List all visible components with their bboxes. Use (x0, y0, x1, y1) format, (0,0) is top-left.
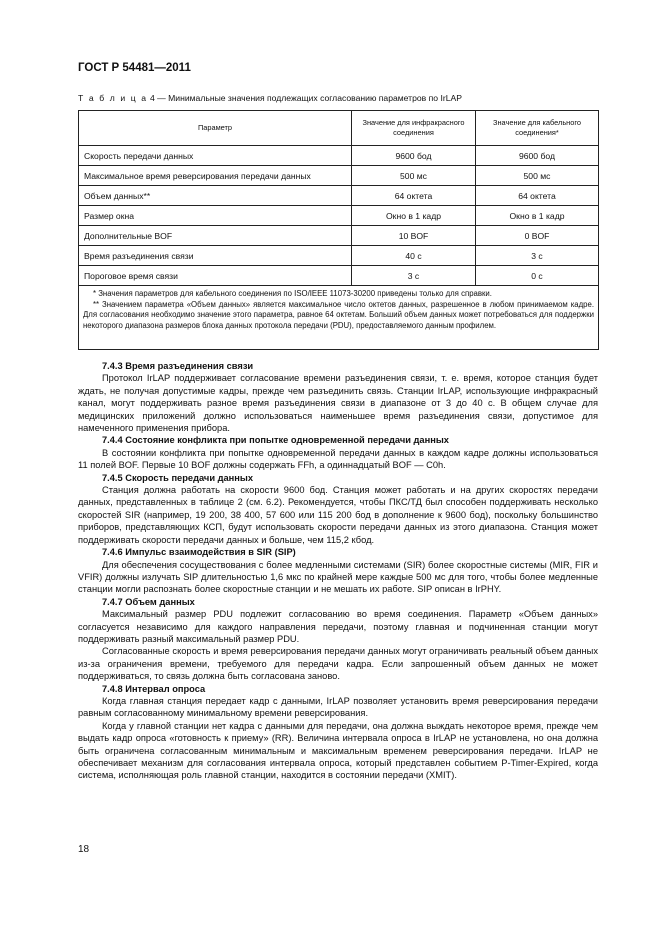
table-note-1: * Значения параметров для кабельного соединения по ISO/IEEE 11073-30200 приведены только для справки. (93, 289, 492, 298)
paragraph: Согласованные скорость и время реверсирования передачи данных могут ограничивать реальный объем данных из-за ограничения времени, требуемого для передачи кадра. Если запрошенный объем данных не может поддерживаться, то связь должна быть согласована заново. (78, 646, 598, 682)
parameters-table (78, 110, 599, 350)
table-header-row (79, 111, 599, 146)
cell-cable: 0 с (476, 266, 599, 286)
cell-parameter: Максимальное время реверсирования передачи данных (79, 166, 352, 186)
column-header-infrared: Значение для инфракрасного соединения (352, 111, 476, 146)
cell-cable: 500 мс (476, 166, 599, 186)
section-heading: 7.4.7 Объем данных (102, 596, 195, 607)
cell-infrared: 500 мс (352, 166, 476, 186)
column-header-cable: Значение для кабельного соединения* (476, 111, 599, 146)
cell-cable: 64 октета (476, 186, 599, 206)
table-notes (79, 286, 599, 350)
table-caption-text: 4 — Минимальные значения подлежащих согласованию параметров по IrLAP (149, 93, 462, 103)
table-row (79, 166, 599, 186)
section-heading: 7.4.3 Время разъединения связи (102, 361, 254, 371)
section-heading: 7.4.5 Скорость передачи данных (102, 472, 254, 483)
cell-infrared: 64 октета (352, 186, 476, 206)
cell-infrared: Окно в 1 кадр (352, 206, 476, 226)
cell-parameter: Пороговое время связи (79, 266, 352, 286)
table-note-2: ** Значением параметра «Объем данных» является максимальное число октетов данных, разрешенное в любом принимаемом кадре. Для согласования необходимо значение этого параметра, равное 64 октетам. Больший объем данных может потребоваться для поддержки некоторого диапазона размеров блока данных протокола передачи (PDU), предоставляемого данным профилем. (83, 299, 594, 330)
cell-cable: 3 с (476, 246, 599, 266)
table-row (79, 206, 599, 226)
paragraph: Максимальный размер PDU подлежит согласованию во время соединения. Параметр «Объем данных» согласуется независимо для каждого направления передачи, поэтому главная и подчиненная станции могут поддерживать разный максимальный размер PDU. (78, 609, 598, 644)
section-heading: 7.4.4 Состояние конфликта при попытке одновременной передачи данных (102, 435, 449, 446)
paragraph: Когда у главной станции нет кадра с данными для передачи, она должна выждать некоторое время, прежде чем выдать кадр опроса «готовность к приему» (RR). Величина интервала опроса в IrLAP не установлена, но она должна быть ограничена согласованным минимальным и максимальным временем реверсирования передачи. IrLAP не обеспечивает механизм для согласования интервала опроса, который представлен событием P-Timer-Expired, когда система, исполняющая роль главной станции, находится в состоянии передачи (XMIT). (78, 720, 598, 781)
table-notes-row (79, 286, 599, 350)
section-heading: 7.4.6 Импульс взаимодействия в SIR (SIP) (102, 547, 296, 558)
table-row (79, 186, 599, 206)
cell-parameter: Объем данных** (79, 186, 352, 206)
table-row (79, 146, 599, 166)
cell-cable: 9600 бод (476, 146, 599, 166)
table-caption (78, 93, 462, 103)
paragraph: Протокол IrLAP поддерживает согласование времени разъединения связи, т. е. время, которое станция будет ждать, не получая допустимые кадры, прежде чем разъединить связь. Станции IrLAP, использующие инфракрасный канал, могут поддерживать разное время разъединения связи в диапазоне от 3 до 40 с. В общем случае для медицинских приложений должно использоваться наименьшее время разъединения связи, допустимое для намеченного применения прибора. (78, 373, 598, 434)
table-row (79, 226, 599, 246)
document-body (78, 360, 598, 782)
document-header: ГОСТ Р 54481—2011 (78, 62, 191, 74)
cell-infrared: 3 с (352, 266, 476, 286)
table-row (79, 246, 599, 266)
cell-infrared: 9600 бод (352, 146, 476, 166)
cell-parameter: Скорость передачи данных (79, 146, 352, 166)
paragraph: В состоянии конфликта при попытке одновременной передачи данных в каждом кадре должны использоваться 11 полей BOF. Первые 10 BOF должны содержать FFh, а одиннадцатый BOF — C0h. (78, 447, 598, 471)
cell-cable: 0 BOF (476, 226, 599, 246)
cell-parameter: Дополнительные BOF (79, 226, 352, 246)
column-header-parameter: Параметр (79, 111, 352, 146)
page-number: 18 (78, 844, 90, 855)
paragraph: Станция должна работать на скорости 9600 бод. Станция может работать и на других скоростях передачи данных, представленных в таблице 2 (см. 6.2). Рекомендуется, чтобы ПКС/ТД был способен поддерживать несколько скоростей SIR (например, 19 200, 38 400, 57 600 или 115 200 бод в дополнение к 9600 бод), поскольку большинство приборов, представляющих КСП, будут использовать скорости передачи данных из этого диапазона. Станция может поддерживать скорости передачи данных и больше, чем 115,2 кбод. (78, 485, 598, 545)
table-row (79, 266, 599, 286)
section-heading: 7.4.8 Интервал опроса (102, 683, 206, 694)
cell-parameter: Время разъединения связи (79, 246, 352, 266)
paragraph: Для обеспечения сосуществования с более медленными системами (SIR) более скоростные системы (MIR, FIR и VFIR) должны излучать SIP длительностью 1,6 мкс по крайней мере каждые 500 мс для того, чтобы более медленные станции могли распознать более скоростные станции и не мешать их работе. SIP описан в IrPHY. (78, 559, 598, 595)
paragraph: Когда главная станция передает кадр с данными, IrLAP позволяет установить время реверсирования передачи равным согласованному минимальному времени реверсирования. (78, 695, 598, 719)
cell-infrared: 40 с (352, 246, 476, 266)
cell-parameter: Размер окна (79, 206, 352, 226)
table-caption-label: Т а б л и ц а (78, 93, 148, 103)
cell-infrared: 10 BOF (352, 226, 476, 246)
cell-cable: Окно в 1 кадр (476, 206, 599, 226)
